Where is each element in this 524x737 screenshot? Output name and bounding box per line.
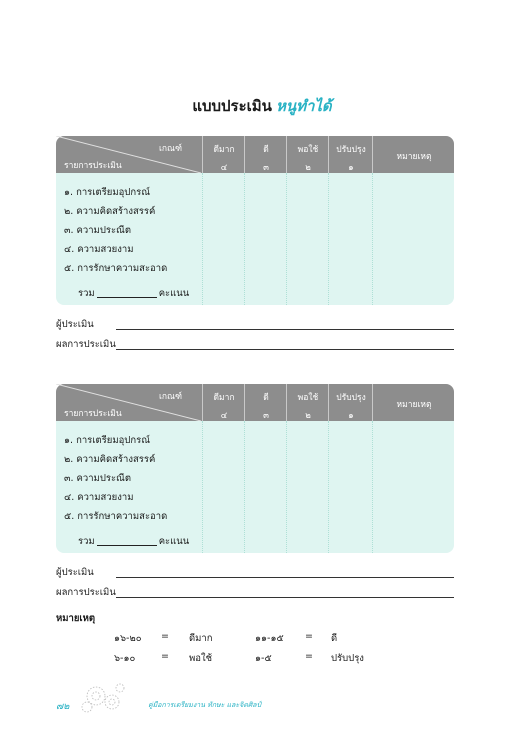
fill-line: [116, 577, 454, 578]
note-range: ๑๑-๑๕: [255, 633, 284, 644]
note-grade: ดี: [331, 633, 338, 644]
fill-line: [116, 329, 454, 330]
column-divider: [202, 173, 203, 305]
table-body: [56, 173, 454, 305]
assessor-line-1: [56, 317, 454, 332]
header-items: รายการประเมิน: [64, 409, 122, 419]
total-unit: คะแนน: [158, 288, 190, 299]
list-item: ๕. การรักษาความสะอาด: [64, 511, 168, 522]
assessment-table-2: [56, 384, 454, 553]
header-criteria: เกณฑ์: [159, 392, 182, 402]
result-line-1: [56, 337, 454, 352]
header-col-remarks: หมายเหตุ: [372, 384, 455, 421]
column-divider: [328, 173, 329, 305]
note-grade: ดีมาก: [189, 633, 213, 644]
note-equals: =: [161, 651, 169, 662]
list-item: ๔. ความสวยงาม: [64, 492, 134, 503]
fill-line: [116, 597, 454, 598]
note-range: ๖-๑๐: [114, 653, 136, 664]
column-divider: [286, 421, 287, 553]
header-col-fair: พอใช้ ๒: [286, 136, 329, 173]
header-items: รายการประเมิน: [64, 161, 122, 171]
header-criteria: เกณฑ์: [159, 144, 182, 154]
header-col-good: ดี ๓: [244, 384, 287, 421]
table-header: [56, 384, 454, 421]
assessor-line-2: [56, 565, 454, 580]
fill-line: [116, 349, 454, 350]
list-item: ๒. ความคิดสร้างสรรค์: [64, 454, 156, 465]
column-divider: [244, 173, 245, 305]
list-item: ๒. ความคิดสร้างสรรค์: [64, 206, 156, 217]
page-title: [0, 94, 524, 118]
result-label: ผลการประเมิน: [56, 587, 116, 598]
note-grade: ปรับปรุง: [331, 653, 364, 664]
column-divider: [244, 421, 245, 553]
page-number: ๗๒: [56, 701, 70, 712]
note-grade: พอใช้: [189, 653, 213, 664]
list-item: ๑. การเตรียมอุปกรณ์: [64, 435, 151, 446]
list-item: ๑. การเตรียมอุปกรณ์: [64, 187, 151, 198]
assessor-label: ผู้ประเมิน: [56, 567, 94, 578]
notes-title: หมายเหตุ: [56, 613, 96, 624]
note-equals: =: [161, 631, 169, 642]
total-row: [78, 286, 189, 301]
header-col-good: ดี ๓: [244, 136, 287, 173]
total-row: [78, 534, 189, 549]
header-col-fair: พอใช้ ๒: [286, 384, 329, 421]
note-equals: =: [305, 651, 313, 662]
table-body: [56, 421, 454, 553]
list-item: ๕. การรักษาความสะอาด: [64, 263, 168, 274]
column-divider: [328, 421, 329, 553]
total-label: รวม: [78, 536, 95, 547]
list-item: ๔. ความสวยงาม: [64, 244, 134, 255]
column-divider: [372, 421, 373, 553]
total-unit: คะแนน: [158, 536, 190, 547]
column-divider: [372, 173, 373, 305]
table-header: [56, 136, 454, 173]
result-label: ผลการประเมิน: [56, 339, 116, 350]
total-blank: [97, 545, 157, 546]
header-col-remarks: หมายเหตุ: [372, 136, 455, 173]
assessment-table-1: [56, 136, 454, 305]
header-col-excellent: ดีมาก ๔: [202, 136, 245, 173]
assessor-label: ผู้ประเมิน: [56, 319, 94, 330]
column-divider: [202, 421, 203, 553]
note-equals: =: [305, 631, 313, 642]
total-label: รวม: [78, 288, 95, 299]
header-col-improve: ปรับปรุง ๑: [328, 384, 373, 421]
title-accent: หนูทำได้: [275, 97, 332, 115]
floral-decoration-icon: [78, 680, 130, 716]
note-range: ๑๖-๒๐: [114, 633, 142, 644]
title-main: แบบประเมิน: [192, 97, 272, 115]
header-col-improve: ปรับปรุง ๑: [328, 136, 373, 173]
list-item: ๓. ความประณีต: [64, 473, 132, 484]
list-item: ๓. ความประณีต: [64, 225, 132, 236]
result-line-2: [56, 585, 454, 600]
footer-book-title: คู่มือการเตรียมงาน ทักษะ และจิตศิลป์: [148, 701, 262, 709]
note-range: ๑-๕: [255, 653, 272, 664]
column-divider: [286, 173, 287, 305]
header-col-excellent: ดีมาก ๔: [202, 384, 245, 421]
total-blank: [97, 297, 157, 298]
